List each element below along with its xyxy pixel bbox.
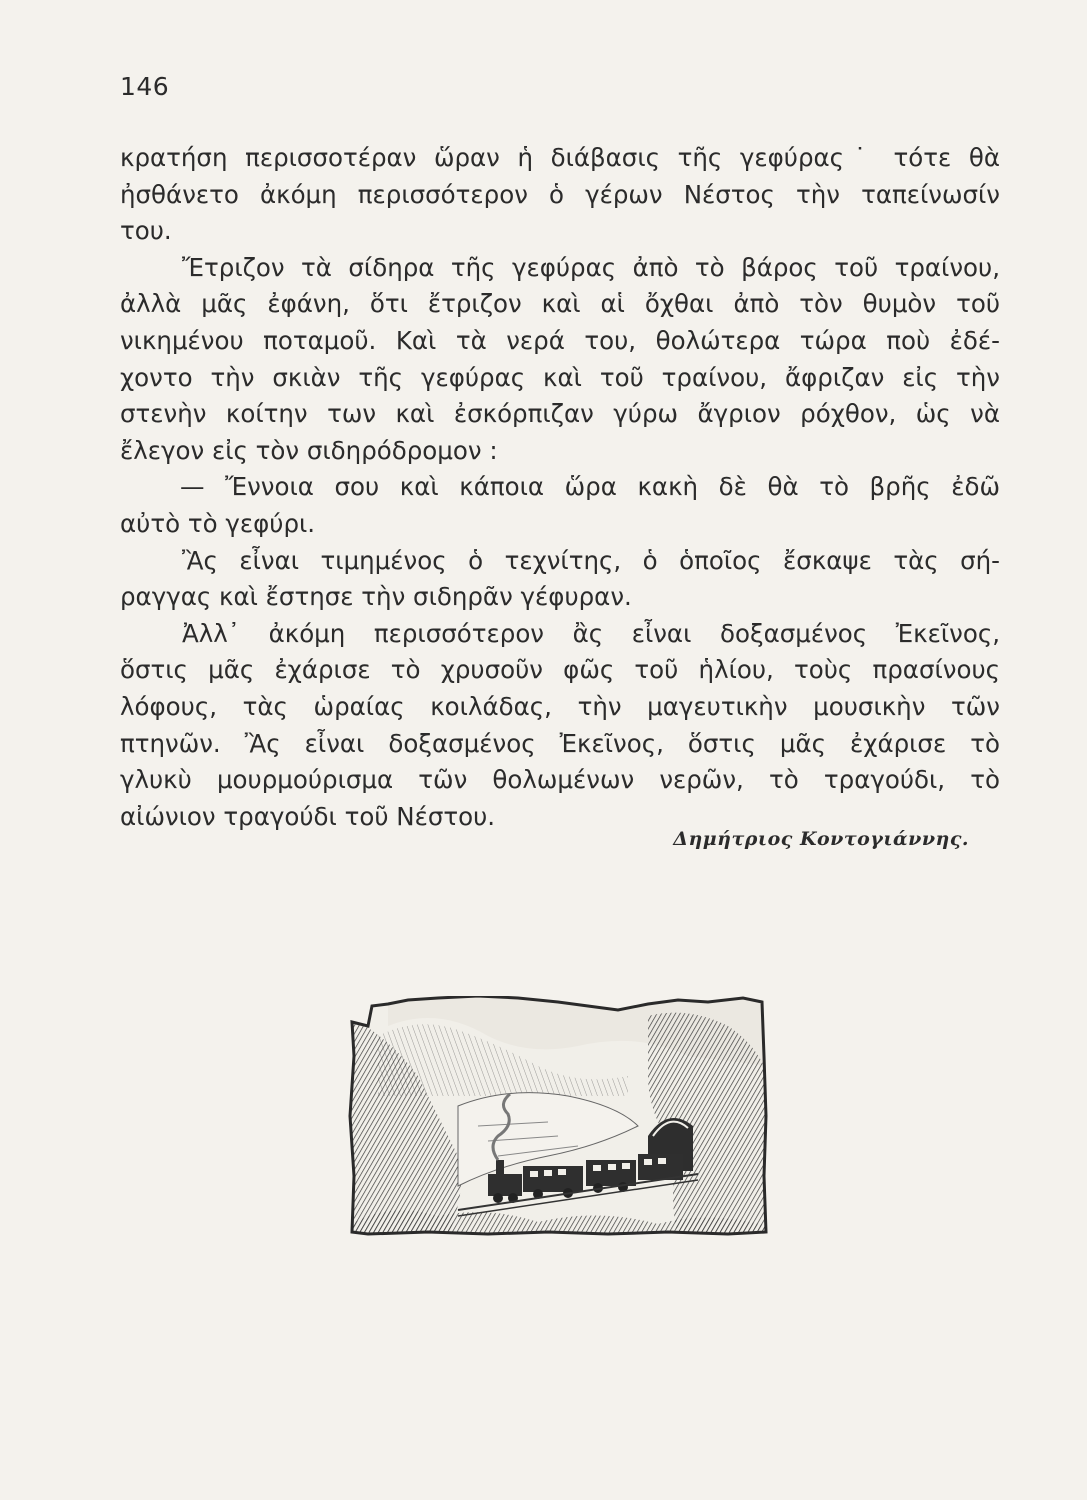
text-line-8: στενὴν κοίτην των καὶ ἐσκόρπιζαν γύρω ἄγριον ρόχθον, ὡς νὰ [120, 399, 1000, 429]
text-line-2: ἠσθάνετο ἀκόμη περισσότερον ὁ γέρων Νέστος τὴν ταπείνωσίν [120, 179, 1000, 209]
train-landscape-illustration [348, 996, 768, 1236]
text-line-5: ἀλλὰ μᾶς ἐφάνη, ὅτι ἔτριζον καὶ αἱ ὄχθαι ἀπὸ τὸν θυμὸν τοῦ [120, 289, 1000, 319]
text-line-11: αὐτὸ τὸ γεφύρι. [120, 508, 316, 538]
text-line-10: — Ἔννοια σου καὶ κάποια ὥρα κακὴ δὲ θὰ τὸ βρῆς ἐδῶ [180, 472, 1000, 502]
text-line-12: Ἂς εἶναι τιμημένος ὁ τεχνίτης, ὁ ὁποῖος ἔσκαψε τὰς σή- [182, 545, 1000, 575]
text-line-14: Ἀλλ᾽ ἀκόμη περισσότερον ἂς εἶναι δοξασμένος Ἐκεῖνος, [182, 618, 1000, 648]
text-line-6: νικημένου ποταμοῦ. Καὶ τὰ νερά του, θολώτερα τώρα ποὺ ἐδέ- [120, 325, 1000, 355]
text-line-1: κρατήση περισσοτέραν ὥραν ἡ διάβασις τῆς γεφύρας˙ τότε θὰ [120, 143, 1000, 172]
text-line-18: γλυκὺ μουρμούρισμα τῶν θολωμένων νερῶν, τὸ τραγούδι, τὸ [120, 765, 1000, 795]
text-line-15: ὅστις μᾶς ἐχάρισε τὸ χρυσοῦν φῶς τοῦ ἡλίου, τοὺς πρασίνους [120, 655, 1000, 685]
text-line-16: λόφους, τὰς ὡραίας κοιλάδας, τὴν μαγευτικὴν μουσικὴν τῶν [120, 691, 1000, 721]
text-line-17: πτηνῶν. Ἂς εἶναι δοξασμένος Ἐκεῖνος, ὅστις μᾶς ἐχάρισε τὸ [120, 728, 1000, 758]
text-line-9: ἔλεγον εἰς τὸν σιδηρόδρομον : [120, 435, 498, 465]
text-line-3: του. [120, 216, 172, 246]
text-line-7: χοντο τὴν σκιὰν τῆς γεφύρας καὶ τοῦ τραίνου, ἄφριζαν εἰς τὴν [120, 362, 1000, 392]
author-signature: Δημήτριος Κοντογιάννης. [673, 828, 969, 850]
text-line-19: αἰώνιον τραγούδι τοῦ Νέστου. [120, 801, 496, 831]
text-line-4: Ἔτριζον τὰ σίδηρα τῆς γεφύρας ἀπὸ τὸ βάρος τοῦ τραίνου, [182, 252, 1000, 282]
body-text [120, 140, 1000, 835]
page-number: 146 [120, 72, 170, 101]
text-line-13: ραγγας καὶ ἔστησε τὴν σιδηρᾶν γέφυραν. [120, 582, 632, 612]
